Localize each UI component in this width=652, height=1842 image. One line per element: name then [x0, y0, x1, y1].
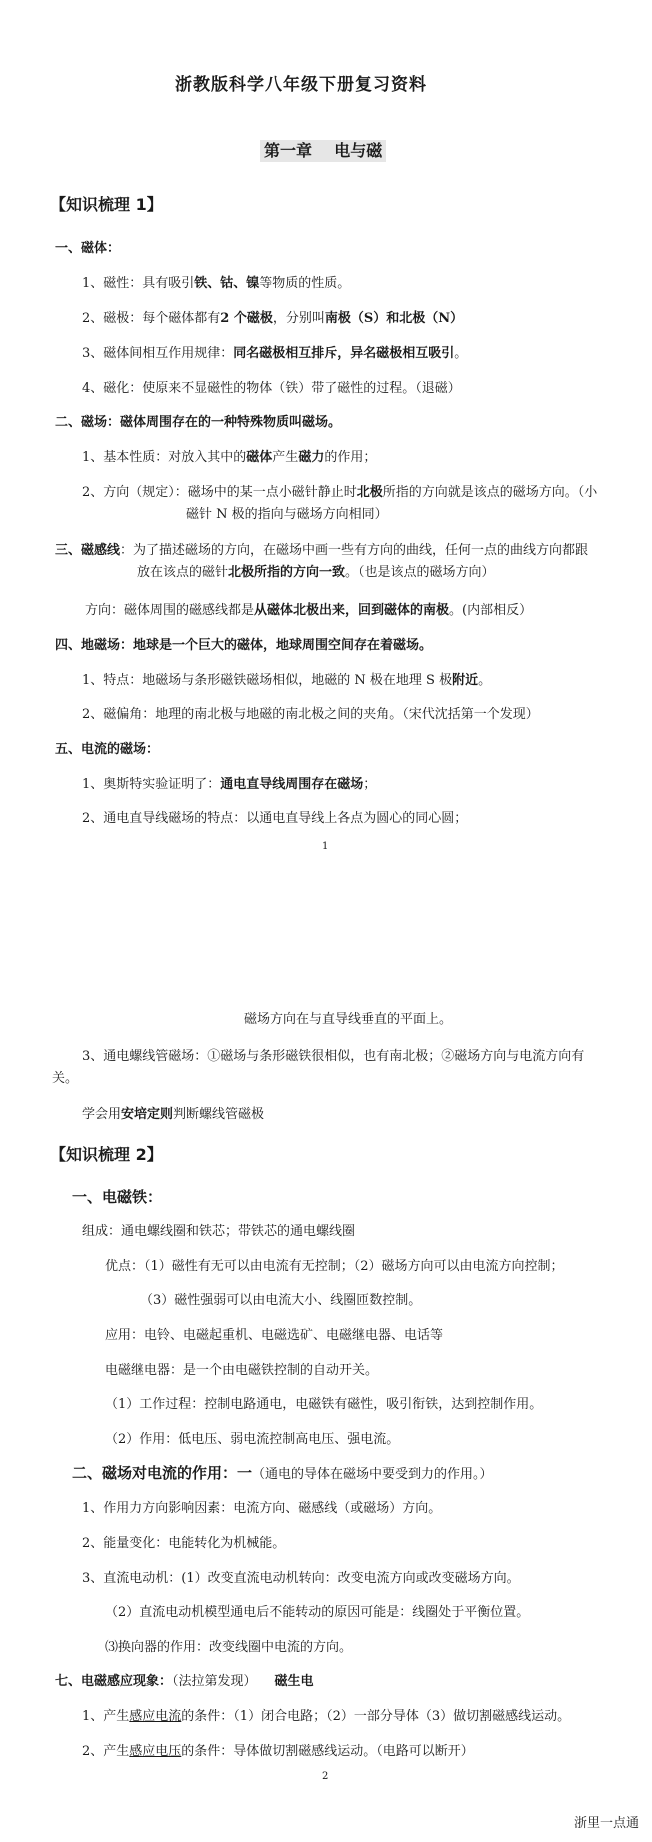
heading-field-lines: 三、磁感线：为了描述磁场的方向，在磁场中画一些有方向的曲线，任何一点的曲线方向都跟 — [55, 543, 589, 558]
text-line: 3、通电螺线管磁场：①磁场与条形磁铁很相似，也有南北极；②磁场方向与电流方向有 — [82, 1049, 585, 1064]
text-line: 4、磁化：使原来不显磁性的物体（铁）带了磁性的过程。（退磁） — [82, 381, 461, 396]
page-number: 1 — [322, 841, 329, 852]
text-line: （2）直流电动机模型通电后不能转动的原因可能是：线圈处于平衡位置。 — [105, 1605, 530, 1620]
text-line: 磁场方向在与直导线垂直的平面上。 — [244, 1012, 453, 1027]
heading-magnet: 一、磁体： — [55, 241, 121, 256]
document-title: 浙教版科学八年级下册复习资料 — [175, 75, 427, 95]
text-line: 1、奥斯特实验证明了：通电直导线周围存在磁场； — [82, 777, 377, 792]
section-heading-1: 【知识梳理 1】 — [50, 195, 163, 214]
text-line: 2、产生感应电压的条件：导体做切割磁感线运动。（电路可以断开） — [82, 1744, 474, 1759]
text-line: 电磁继电器：是一个由电磁铁控制的自动开关。 — [105, 1363, 379, 1378]
text-line: 2、方向（规定）：磁场中的某一点小磁针静止时北极所指的方向就是该点的磁场方向。（小 — [82, 485, 598, 500]
text-line: 放在该点的磁针北极所指的方向一致。（也是该点的磁场方向） — [137, 565, 495, 580]
text-line: 关。 — [52, 1071, 79, 1086]
heading-magnetic-field: 二、磁场：磁体周围存在的一种特殊物质叫磁场。 — [55, 415, 342, 430]
text-line: 方向：磁体周围的磁感线都是从磁体北极出来，回到磁体的南极。(内部相反） — [85, 603, 533, 618]
chapter-heading: 第一章 电与磁 — [260, 140, 386, 162]
page-number: 2 — [322, 1771, 329, 1782]
text-line: 优点：（1）磁性有无可以由电流有无控制；（2）磁场方向可以由电流方向控制； — [105, 1259, 564, 1274]
text-line: （3）磁性强弱可以由电流大小、线圈匝数控制。 — [140, 1293, 422, 1308]
text-line: 1、磁性：具有吸引铁、钴、镍等物质的性质。 — [82, 276, 351, 291]
text-line: 学会用安培定则判断螺线管磁极 — [82, 1107, 265, 1122]
text-line: 2、通电直导线磁场的特点：以通电直导线上各点为圆心的同心圆； — [82, 811, 468, 826]
watermark-text: 浙里一点通 — [574, 1816, 640, 1831]
heading-induction: 七、电磁感应现象：（法拉第发现） 磁生电 — [55, 1674, 314, 1689]
text-line: 1、基本性质：对放入其中的磁体产生磁力的作用； — [82, 450, 377, 465]
text-line: 磁针 N 极的指向与磁场方向相同） — [186, 507, 388, 522]
text-line: 2、能量变化：电能转化为机械能。 — [82, 1536, 286, 1551]
text-line: 2、磁极：每个磁体都有2 个磁极，分别叫南极（S）和北极（N） — [82, 311, 464, 326]
text-line: 1、产生感应电流的条件：（1）闭合电路；（2）一部分导体（3）做切割磁感线运动。 — [82, 1709, 571, 1724]
text-line: 3、磁体间相互作用规律：同名磁极相互排斥，异名磁极相互吸引。 — [82, 346, 468, 361]
heading-electromagnet: 一、电磁铁： — [72, 1188, 163, 1206]
text-line: 2、磁偏角：地理的南北极与地磁的南北极之间的夹角。（宋代沈括第一个发现） — [82, 707, 539, 722]
section-heading-2: 【知识梳理 2】 — [50, 1145, 163, 1164]
text-line: 1、作用力方向影响因素：电流方向、磁感线（或磁场）方向。 — [82, 1501, 442, 1516]
text-line: 1、特点：地磁场与条形磁铁磁场相似，地磁的 N 极在地理 S 极附近。 — [82, 673, 492, 688]
text-line: ⑶换向器的作用：改变线圈中电流的方向。 — [105, 1640, 353, 1655]
text-line: 组成：通电螺线圈和铁芯；带铁芯的通电螺线圈 — [82, 1224, 356, 1239]
text-line: 应用：电铃、电磁起重机、电磁选矿、电磁继电器、电话等 — [105, 1328, 444, 1343]
heading-earth-field: 四、地磁场：地球是一个巨大的磁体，地球周围空间存在着磁场。 — [55, 638, 433, 653]
text-line: 3、直流电动机：(1）改变直流电动机转向：改变电流方向或改变磁场方向。 — [82, 1571, 520, 1586]
text-line: （1）工作过程：控制电路通电，电磁铁有磁性，吸引衔铁，达到控制作用。 — [105, 1397, 543, 1412]
text-line: （2）作用：低电压、弱电流控制高电压、强电流。 — [105, 1432, 400, 1447]
heading-force-on-current: 二、磁场对电流的作用：一（通电的导体在磁场中要受到力的作用。） — [72, 1464, 493, 1482]
heading-current-field: 五、电流的磁场： — [55, 742, 160, 757]
